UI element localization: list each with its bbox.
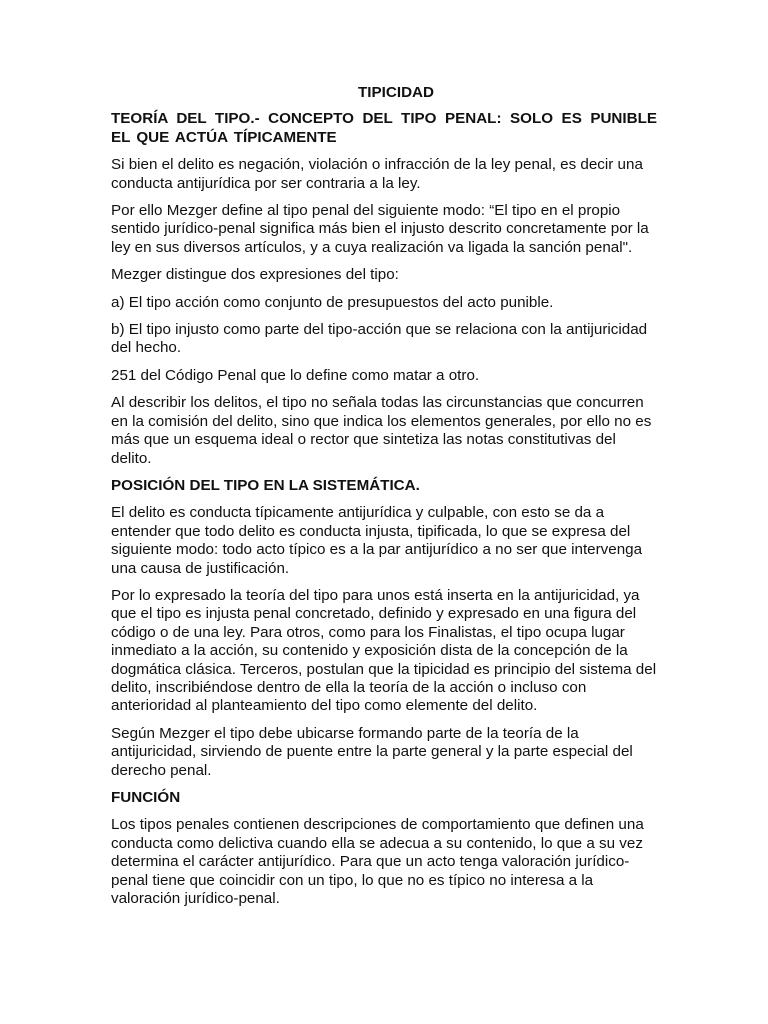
section-heading-funcion: FUNCIÓN xyxy=(111,789,181,806)
paragraph: Mezger distingue dos expresiones del tipo: xyxy=(111,266,399,284)
paragraph: a) El tipo acción como conjunto de presupuestos del acto punible. xyxy=(111,293,554,311)
document-title: TIPICIDAD xyxy=(358,84,434,101)
paragraph: 251 del Código Penal que lo define como matar a otro. xyxy=(111,366,480,384)
paragraph: Al describir los delitos, el tipo no señala todas las circunstancias que concurren en la comisión del delito, sino que indica los elementos generales, por ello no es más que un esquema ideal o rector que sintetiza las notas constitutivas del delito. xyxy=(111,394,652,467)
paragraph: El delito es conducta típicamente antijurídica y culpable, con esto se da a entender que todo delito es conducta injusta, tipificada, lo que se expresa del siguiente modo: todo acto típico es a la par antijurídico a no ser que intervenga una causa de justificación. xyxy=(111,504,643,577)
section-heading-concepto: TEORÍA DEL TIPO.- CONCEPTO DEL TIPO PENAL: SOLO ES PUNIBLE EL QUE ACTÚA TÍPICAMENTE xyxy=(111,110,657,146)
document-body xyxy=(111,84,657,917)
paragraph: Por lo expresado la teoría del tipo para unos está inserta en la antijuricidad, ya que el tipo es injusta penal concretado, definido y expresado en una figura del código o de una ley. Para otros, como para los Finalistas, el tipo ocupa lugar inmediato a la acción, su contenido y exposición dista de la concepción de la dogmática clásica. Terceros, postulan que la tipicidad es principio del sistema del delito, inscribiéndose dentro de ella la teoría de la acción o incluso con anterioridad al planteamiento del tipo como elemente del delito. xyxy=(111,586,657,715)
section-heading-posicion: POSICIÓN DEL TIPO EN LA SISTEMÁTICA. xyxy=(111,476,420,494)
paragraph: b) El tipo injusto como parte del tipo-acción que se relaciona con la antijuricidad del hecho. xyxy=(111,321,648,357)
paragraph: Si bien el delito es negación, violación o infracción de la ley penal, es decir una conducta antijurídica por ser contraria a la ley. xyxy=(111,156,643,192)
paragraph: Por ello Mezger define al tipo penal del siguiente modo: “El tipo en el propio sentido jurídico-penal significa más bien el injusto descrito concretamente por la ley en sus diversos artículos, y a cuya realización va ligada la sanción penal". xyxy=(111,202,649,256)
paragraph: Los tipos penales contienen descripciones de comportamiento que definen una conducta como delictiva cuando ella se adecua a su contenido, lo que a su vez determina el carácter antijurídico. Para que un acto tenga valoración jurídico-penal tiene que coincidir con un tipo, lo que no es típico no interesa a la valoración jurídico-penal. xyxy=(111,816,644,908)
paragraph: Según Mezger el tipo debe ubicarse formando parte de la teoría de la antijuricidad, sirviendo de puente entre la parte general y la parte especial del derecho penal. xyxy=(111,724,633,779)
